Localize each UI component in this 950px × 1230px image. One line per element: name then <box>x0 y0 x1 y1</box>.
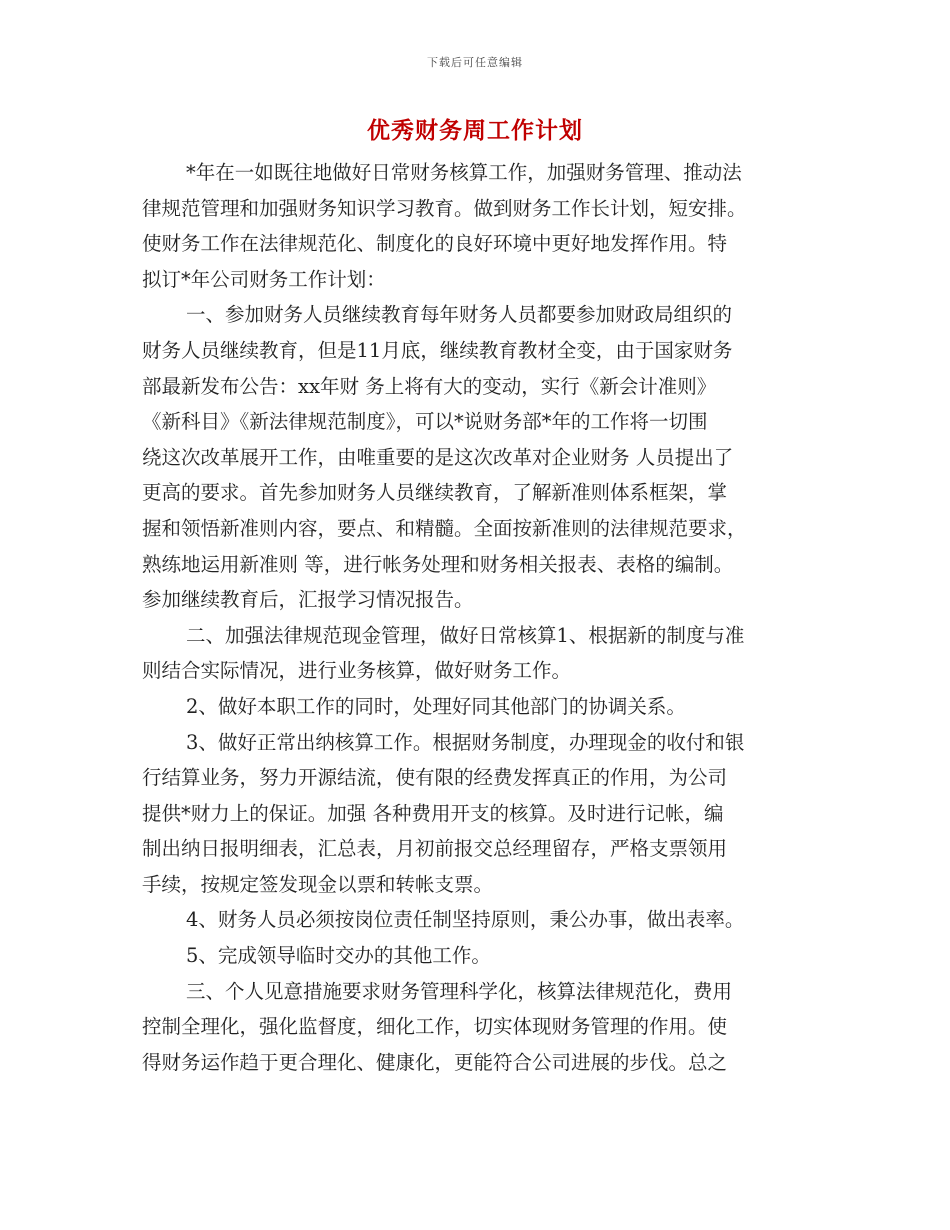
text-line: 手续，按规定签发现金以票和转帐支票。 <box>142 872 494 896</box>
text-line: 握和领悟新准则内容，要点、和精髓。全面按新准则的法律规范要求， <box>142 516 747 540</box>
text-line: 4、财务人员必须按岗位责任制坚持原则，秉公办事，做出表率。 <box>186 908 745 932</box>
text-line: 《新科目》《新法律规范制度》，可以*说财务部*年的工作将一切围 <box>142 410 708 434</box>
document-body <box>142 155 807 1080</box>
text-line: 2、做好本职工作的同时，处理好同其他部门的协调关系。 <box>186 694 686 718</box>
text-line: 律规范管理和加强财务知识学习教育。做到财务工作长计划，短安排。 <box>142 196 747 220</box>
text-line: *年在一如既往地做好日常财务核算工作，加强财务管理、推动法 <box>186 161 742 184</box>
text-line: 控制全理化，强化监督度，细化工作，切实体现财务管理的作用。使 <box>142 1015 728 1039</box>
text-line: 5、完成领导临时交办的其他工作。 <box>186 944 491 968</box>
text-line: 3、做好正常出纳核算工作。根据财务制度，办理现金的收付和银 <box>186 730 745 754</box>
document-title: 优秀财务周工作计划 <box>367 117 583 144</box>
text-line: 更高的要求。首先参加财务人员继续教育，了解新准则体系框架，掌 <box>142 481 728 505</box>
page-header-note: 下载后可任意编辑 <box>427 56 523 69</box>
text-line: 则结合实际情况，进行业务核算，做好财务工作。 <box>142 659 572 683</box>
text-line: 得财务运作趋于更合理化、健康化，更能符合公司进展的步伐。总之 <box>142 1050 728 1074</box>
text-line: 行结算业务，努力开源结流，使有限的经费发挥真正的作用，为公司 <box>142 766 728 790</box>
text-line: 拟订*年公司财务工作计划： <box>142 267 386 291</box>
text-line: 绕这次改革展开工作，由唯重要的是这次改革对企业财务 人员提出了 <box>142 445 734 469</box>
text-line: 提供*财力上的保证。加强 各种费用开支的核算。及时进行记帐，编 <box>142 801 724 825</box>
text-line: 使财务工作在法律规范化、制度化的良好环境中更好地发挥作用。特 <box>142 232 728 256</box>
text-line: 参加继续教育后，汇报学习情况报告。 <box>142 588 474 612</box>
text-line: 熟练地运用新准则 等，进行帐务处理和财务相关报表、表格的编制。 <box>142 552 734 576</box>
text-line: 制出纳日报明细表，汇总表，月初前报交总经理留存，严格支票领用 <box>142 837 728 861</box>
text-line: 部最新发布公告：xx年财 务上将有大的变动，实行《新会计准则》 <box>142 374 717 398</box>
text-line: 财务人员继续教育，但是11月底，继续教育教材全变，由于国家财务 <box>142 338 733 362</box>
text-line: 一、参加财务人员继续教育每年财务人员都要参加财政局组织的 <box>186 303 733 327</box>
text-line: 三、个人见意措施要求财务管理科学化，核算法律规范化，费用 <box>186 979 733 1003</box>
text-line: 二、加强法律规范现金管理，做好日常核算1、根据新的制度与准 <box>186 623 745 647</box>
